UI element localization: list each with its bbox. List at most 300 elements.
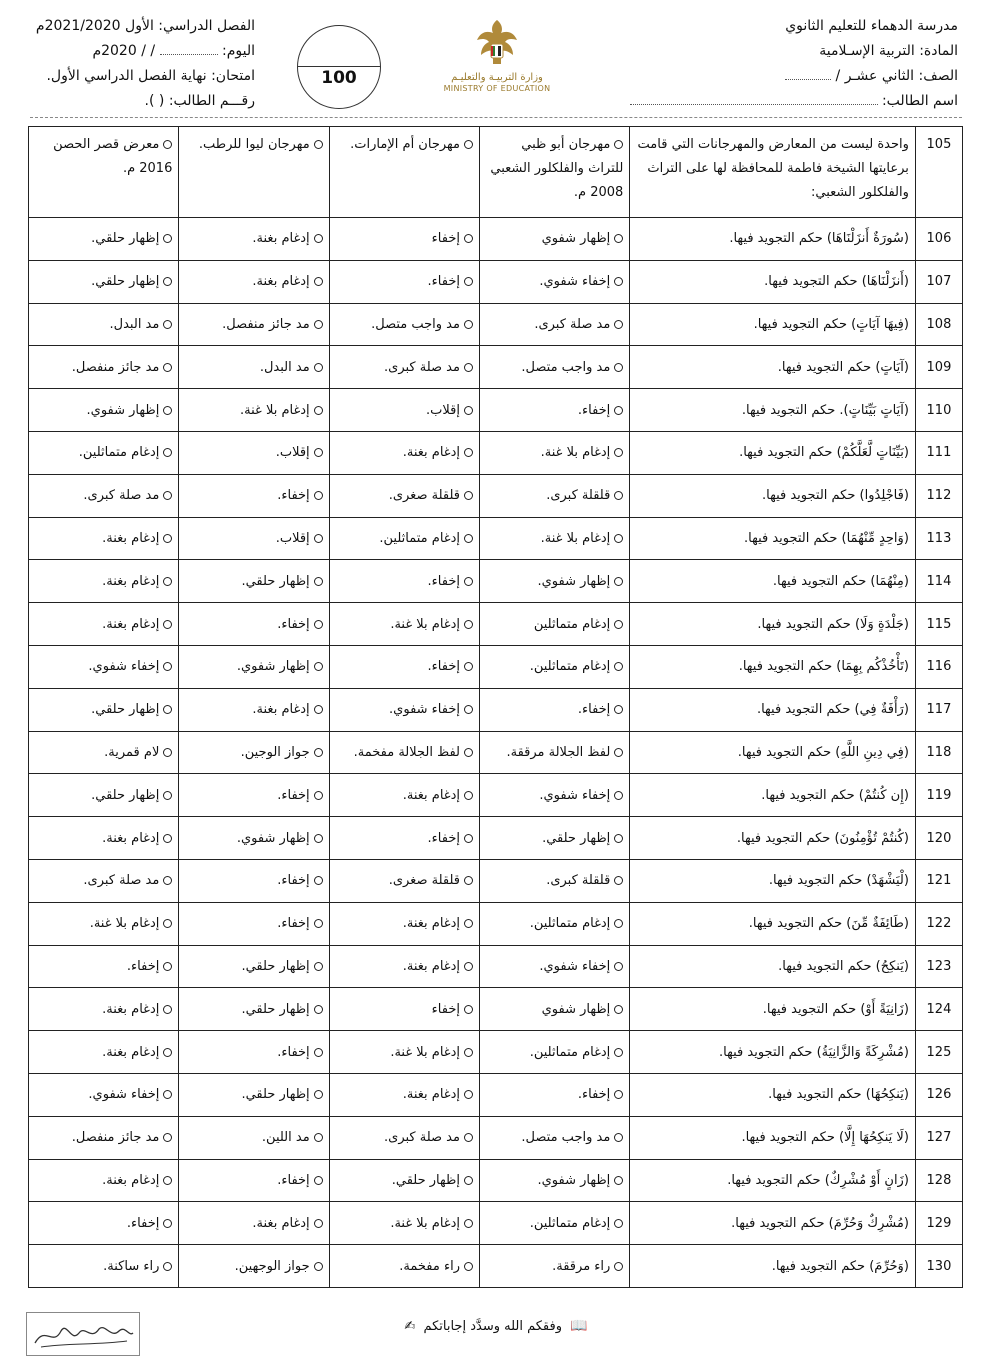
radio-circle-icon[interactable] [614,140,623,149]
answer-option[interactable] [479,517,629,560]
question-number: 106 [915,218,962,261]
answer-option[interactable] [179,389,329,432]
answer-option[interactable] [329,731,479,774]
question-row [29,859,963,902]
answer-option[interactable] [479,218,629,261]
radio-circle-icon[interactable] [464,919,473,928]
student-name-line [658,89,958,114]
answer-option[interactable] [29,1245,179,1288]
radio-circle-icon[interactable] [464,834,473,843]
answer-option[interactable] [329,645,479,688]
radio-circle-icon[interactable] [464,662,473,671]
question-row [29,1116,963,1159]
question-number: 105 [915,127,962,218]
answer-option[interactable] [29,817,179,860]
radio-circle-icon[interactable] [464,491,473,500]
answer-option[interactable] [29,688,179,731]
answer-option[interactable] [479,902,629,945]
answer-option[interactable] [29,260,179,303]
answer-option[interactable] [179,127,329,218]
answer-option[interactable] [179,1073,329,1116]
seat-value[interactable]: ( ). [144,93,165,109]
question-row [29,1073,963,1116]
radio-circle-icon[interactable] [314,1005,323,1014]
radio-circle-icon[interactable] [464,534,473,543]
radio-circle-icon[interactable] [314,406,323,415]
answer-option[interactable] [179,688,329,731]
question-row [29,902,963,945]
answer-option[interactable] [329,817,479,860]
answer-option[interactable] [479,1031,629,1074]
answer-option-label: إظهار شفوي. [236,830,310,846]
date-value: / / 2020م [92,43,156,59]
answer-option[interactable] [329,1073,479,1116]
answer-option[interactable] [329,431,479,474]
answer-option[interactable] [29,389,179,432]
question-text: (أَنزَلْنَاهَا) حكم التجويد فيها. [630,260,916,303]
radio-circle-icon[interactable] [163,748,172,757]
answer-option[interactable] [29,431,179,474]
answer-option-label: إخفاء. [277,488,310,504]
answer-option[interactable] [329,560,479,603]
radio-circle-icon[interactable] [614,363,623,372]
radio-circle-icon[interactable] [614,662,623,671]
radio-circle-icon[interactable] [163,320,172,329]
answer-option-label: جواز الوجين. [240,744,310,760]
answer-option-label: إدغام بلا غنة. [390,616,460,632]
exam-line [30,64,255,89]
radio-circle-icon[interactable] [163,1219,172,1228]
question-text: (لَا يَنكِحُهَا إِلَّا) حكم التجويد فيها. [630,1116,916,1159]
answer-option[interactable] [179,988,329,1031]
radio-circle-icon[interactable] [464,277,473,286]
radio-circle-icon[interactable] [614,320,623,329]
radio-circle-icon[interactable] [163,834,172,843]
answer-option[interactable] [329,1245,479,1288]
answer-option[interactable] [479,988,629,1031]
answer-option[interactable] [329,474,479,517]
answer-option[interactable] [329,1116,479,1159]
question-number: 113 [915,517,962,560]
radio-circle-icon[interactable] [614,1005,623,1014]
answer-option[interactable] [29,303,179,346]
answer-option-label: إدغام بغنة. [102,1172,160,1188]
question-text: (وَحُرِّمَ) حكم التجويد فيها. [630,1245,916,1288]
radio-circle-icon[interactable] [314,1090,323,1099]
answer-option-label: راء مرققة. [552,1258,611,1274]
radio-circle-icon[interactable] [314,320,323,329]
answer-option-label: إخفاء. [277,616,310,632]
answer-option[interactable] [329,859,479,902]
answer-option[interactable] [179,474,329,517]
answer-option[interactable] [29,645,179,688]
answer-option[interactable] [179,346,329,389]
answer-option-label: قلقلة صغرى. [388,488,460,504]
answer-option[interactable] [29,902,179,945]
answer-option[interactable] [479,688,629,731]
grade-blank[interactable] [785,67,831,80]
question-text: (وَاحِدٍ مِّنْهُمَا) حكم التجويد فيها. [630,517,916,560]
radio-circle-icon[interactable] [163,620,172,629]
question-row [29,303,963,346]
radio-circle-icon[interactable] [314,919,323,928]
answer-option[interactable] [179,945,329,988]
question-row [29,645,963,688]
answer-option-label: إخفاء. [577,1087,611,1103]
answer-option[interactable] [479,127,629,218]
answer-option[interactable] [179,1202,329,1245]
question-row [29,346,963,389]
answer-option-label: إدغام بغنة. [102,616,160,632]
radio-circle-icon[interactable] [614,1176,623,1185]
radio-circle-icon[interactable] [163,140,172,149]
answer-option-label: إدغام بغنة. [252,274,310,290]
answer-option[interactable] [329,603,479,646]
answer-option[interactable] [479,474,629,517]
question-text: (زَانِيَةً أَوْ) حكم التجويد فيها. [630,988,916,1031]
answer-option-label: إدغام متماثلين. [529,1044,611,1060]
radio-circle-icon[interactable] [314,748,323,757]
radio-circle-icon[interactable] [314,834,323,843]
answer-option-label: إخفاء شفوي. [539,787,611,803]
answer-option[interactable] [179,1245,329,1288]
question-number: 130 [915,1245,962,1288]
answer-option-label: إظهار شفوي [541,1001,611,1017]
answer-option[interactable] [479,260,629,303]
question-row [29,218,963,261]
radio-circle-icon[interactable] [614,791,623,800]
radio-circle-icon[interactable] [464,705,473,714]
answer-option[interactable] [479,731,629,774]
radio-circle-icon[interactable] [614,534,623,543]
question-row [29,688,963,731]
day-blank[interactable] [160,42,218,55]
answer-option-label: إظهار حلقي. [241,958,310,974]
radio-circle-icon[interactable] [314,1262,323,1271]
answer-option[interactable] [29,1202,179,1245]
question-row [29,774,963,817]
answer-option[interactable] [29,517,179,560]
exam-header [0,0,992,118]
answer-option[interactable] [479,817,629,860]
radio-circle-icon[interactable] [464,448,473,457]
answer-option[interactable] [479,1245,629,1288]
answer-option-label: إدغام متماثلين. [529,916,611,932]
radio-circle-icon[interactable] [163,1048,172,1057]
radio-circle-icon[interactable] [614,1048,623,1057]
question-text: (مُشْرِكٌ وَحُرِّمَ) حكم التجويد فيها. [630,1202,916,1245]
school-name: مدرسة الدهماء للتعليم الثانوي [785,18,958,34]
radio-circle-icon[interactable] [314,140,323,149]
answer-option[interactable] [329,127,479,218]
answer-option-label: مد جائز منفصل. [71,359,160,375]
radio-circle-icon[interactable] [163,406,172,415]
answer-option[interactable] [29,346,179,389]
radio-circle-icon[interactable] [163,1005,172,1014]
question-number: 111 [915,431,962,474]
question-number: 112 [915,474,962,517]
grade-line [658,64,958,89]
answer-option[interactable] [479,1202,629,1245]
radio-circle-icon[interactable] [163,1176,172,1185]
radio-circle-icon[interactable] [464,320,473,329]
answer-option[interactable] [29,1073,179,1116]
seat-label: رقـــم الطالب: [168,93,255,109]
score-circle [297,25,381,109]
radio-circle-icon[interactable] [163,919,172,928]
answer-option-label: مد صلة كبرى. [83,873,160,889]
answer-option[interactable] [479,560,629,603]
answer-option[interactable] [179,560,329,603]
question-row [29,1245,963,1288]
answer-option[interactable] [29,474,179,517]
question-text: (بَيِّنَاتٍ لَّعَلَّكُمْ) حكم التجويد فيها. [630,431,916,474]
answer-option[interactable] [179,1031,329,1074]
question-number: 114 [915,560,962,603]
question-text: (سُورَةٌ أَنزَلْنَاهَا) حكم التجويد فيها. [630,218,916,261]
radio-circle-icon[interactable] [614,448,623,457]
answer-option-label: إظهار حلقي. [91,787,160,803]
book-icon: 📖 [570,1318,588,1334]
radio-circle-icon[interactable] [464,748,473,757]
radio-circle-icon[interactable] [614,577,623,586]
answer-option[interactable] [179,431,329,474]
radio-circle-icon[interactable] [163,705,172,714]
radio-circle-icon[interactable] [614,491,623,500]
radio-circle-icon[interactable] [464,363,473,372]
radio-circle-icon[interactable] [464,1133,473,1142]
answer-option[interactable] [179,731,329,774]
answer-option[interactable] [329,218,479,261]
answer-option[interactable] [29,774,179,817]
answer-option[interactable] [329,1159,479,1202]
radio-circle-icon[interactable] [614,1090,623,1099]
student-name-blank[interactable] [630,92,878,105]
radio-circle-icon[interactable] [314,448,323,457]
question-row [29,945,963,988]
radio-circle-icon[interactable] [464,1005,473,1014]
answer-option-label: إقلاب. [275,445,310,461]
answer-option[interactable] [479,1159,629,1202]
radio-circle-icon[interactable] [614,834,623,843]
answer-option[interactable] [329,303,479,346]
answer-option[interactable] [29,1031,179,1074]
answer-option[interactable] [29,859,179,902]
answer-option[interactable] [479,945,629,988]
answer-option[interactable] [179,817,329,860]
radio-circle-icon[interactable] [314,1219,323,1228]
answer-option-label: قلقلة صغرى. [388,873,460,889]
answer-option[interactable] [179,902,329,945]
answer-option[interactable] [179,603,329,646]
question-number: 121 [915,859,962,902]
answer-option[interactable] [479,389,629,432]
answer-option-label: إخفاء. [577,402,611,418]
answer-option[interactable] [29,988,179,1031]
question-text: (لْيَشْهَدْ) حكم التجويد فيها. [630,859,916,902]
radio-circle-icon[interactable] [314,791,323,800]
radio-circle-icon[interactable] [163,876,172,885]
answer-option-label: إدغام بغنة. [252,1215,310,1231]
answer-option[interactable] [329,517,479,560]
radio-circle-icon[interactable] [314,1133,323,1142]
answer-option[interactable] [329,346,479,389]
radio-circle-icon[interactable] [314,1176,323,1185]
answer-option[interactable] [29,127,179,218]
radio-circle-icon[interactable] [314,620,323,629]
radio-circle-icon[interactable] [614,919,623,928]
answer-option[interactable] [29,1159,179,1202]
answer-option-label: لام قمرية. [104,744,160,760]
answer-option[interactable] [29,218,179,261]
answer-option[interactable] [479,645,629,688]
radio-circle-icon[interactable] [163,791,172,800]
answer-option[interactable] [179,260,329,303]
answer-option[interactable] [179,645,329,688]
question-number: 122 [915,902,962,945]
school-info [658,14,958,114]
answer-option-label: إدغام متماثلين [533,616,611,632]
radio-circle-icon[interactable] [163,1133,172,1142]
radio-circle-icon[interactable] [314,277,323,286]
question-number: 109 [915,346,962,389]
answer-option[interactable] [479,346,629,389]
answer-option[interactable] [179,1159,329,1202]
radio-circle-icon[interactable] [163,962,172,971]
answer-option-label: إدغام بغنة. [402,958,460,974]
answer-option-label: مد صلة كبرى. [83,488,160,504]
radio-circle-icon[interactable] [163,234,172,243]
question-number: 116 [915,645,962,688]
falcon-emblem-icon [474,16,520,70]
radio-circle-icon[interactable] [163,1262,172,1271]
radio-circle-icon[interactable] [464,1090,473,1099]
answer-option[interactable] [29,945,179,988]
radio-circle-icon[interactable] [314,491,323,500]
answer-option[interactable] [179,517,329,560]
answer-option[interactable] [479,603,629,646]
radio-circle-icon[interactable] [464,140,473,149]
radio-circle-icon[interactable] [314,876,323,885]
radio-circle-icon[interactable] [614,1133,623,1142]
question-text: (إِن كُنتُمْ) حكم التجويد فيها. [630,774,916,817]
answer-option[interactable] [329,1202,479,1245]
radio-circle-icon[interactable] [464,234,473,243]
answer-option[interactable] [329,389,479,432]
radio-circle-icon[interactable] [614,876,623,885]
radio-circle-icon[interactable] [614,1219,623,1228]
radio-circle-icon[interactable] [163,662,172,671]
radio-circle-icon[interactable] [163,534,172,543]
footer-message: وفقكم الله وسدَّد إجاباتكم [423,1319,563,1334]
radio-circle-icon[interactable] [464,1048,473,1057]
answer-option[interactable] [179,774,329,817]
questions-body [29,127,963,1288]
answer-option[interactable] [479,303,629,346]
radio-circle-icon[interactable] [614,406,623,415]
radio-circle-icon[interactable] [163,448,172,457]
answer-option[interactable] [329,774,479,817]
radio-circle-icon[interactable] [464,1219,473,1228]
radio-circle-icon[interactable] [163,363,172,372]
answer-option[interactable] [479,1116,629,1159]
radio-circle-icon[interactable] [314,962,323,971]
answer-option[interactable] [479,431,629,474]
radio-circle-icon[interactable] [614,620,623,629]
radio-circle-icon[interactable] [464,962,473,971]
answer-option-label: إدغام بلا غنة. [390,1044,460,1060]
radio-circle-icon[interactable] [464,1262,473,1271]
answer-option[interactable] [329,1031,479,1074]
radio-circle-icon[interactable] [464,791,473,800]
answer-option-label: إخفاء [431,1001,460,1017]
radio-circle-icon[interactable] [464,406,473,415]
radio-circle-icon[interactable] [163,1090,172,1099]
answer-option[interactable] [29,560,179,603]
answer-option[interactable] [29,1116,179,1159]
answer-option[interactable] [329,688,479,731]
radio-circle-icon[interactable] [614,748,623,757]
answer-option[interactable] [29,603,179,646]
radio-circle-icon[interactable] [464,620,473,629]
question-text: (فِيهَا آيَاتٍ) حكم التجويد فيها. [630,303,916,346]
answer-option[interactable] [179,303,329,346]
answer-option-label: إخفاء. [427,830,460,846]
radio-circle-icon[interactable] [163,277,172,286]
radio-circle-icon[interactable] [314,234,323,243]
radio-circle-icon[interactable] [163,491,172,500]
answer-option-label: مد واجب متصل. [371,316,460,332]
answer-option[interactable] [479,859,629,902]
answer-option[interactable] [179,859,329,902]
answer-option[interactable] [329,945,479,988]
radio-circle-icon[interactable] [314,662,323,671]
radio-circle-icon[interactable] [614,705,623,714]
answer-option-label: إدغام بغنة. [102,1044,160,1060]
radio-circle-icon[interactable] [314,577,323,586]
answer-option[interactable] [329,902,479,945]
radio-circle-icon[interactable] [314,1048,323,1057]
radio-circle-icon[interactable] [464,1176,473,1185]
answer-option[interactable] [29,731,179,774]
question-row [29,260,963,303]
radio-circle-icon[interactable] [614,962,623,971]
answer-option[interactable] [179,218,329,261]
answer-option-label: إخفاء شفوي. [539,958,611,974]
semester-label: الفصل الدراسي: [158,18,255,34]
question-number: 115 [915,603,962,646]
answer-option-label: مد اللين. [261,1130,310,1146]
answer-option-label: لفظ الجلالة مفخمة. [353,744,460,760]
radio-circle-icon[interactable] [464,876,473,885]
radio-circle-icon[interactable] [314,705,323,714]
radio-circle-icon[interactable] [314,534,323,543]
answer-option-label: معرض قصر الحصن 2016 م. [53,137,173,176]
answer-option[interactable] [479,774,629,817]
radio-circle-icon[interactable] [614,277,623,286]
radio-circle-icon[interactable] [464,577,473,586]
question-text: (فِي دِينِ اللَّهِ) حكم التجويد فيها. [630,731,916,774]
answer-option-label: إخفاء شفوي. [389,702,460,718]
radio-circle-icon[interactable] [614,1262,623,1271]
radio-circle-icon[interactable] [163,577,172,586]
radio-circle-icon[interactable] [614,234,623,243]
answer-option[interactable] [329,988,479,1031]
answer-option[interactable] [329,260,479,303]
answer-option[interactable] [179,1116,329,1159]
radio-circle-icon[interactable] [314,363,323,372]
answer-option[interactable] [479,1073,629,1116]
